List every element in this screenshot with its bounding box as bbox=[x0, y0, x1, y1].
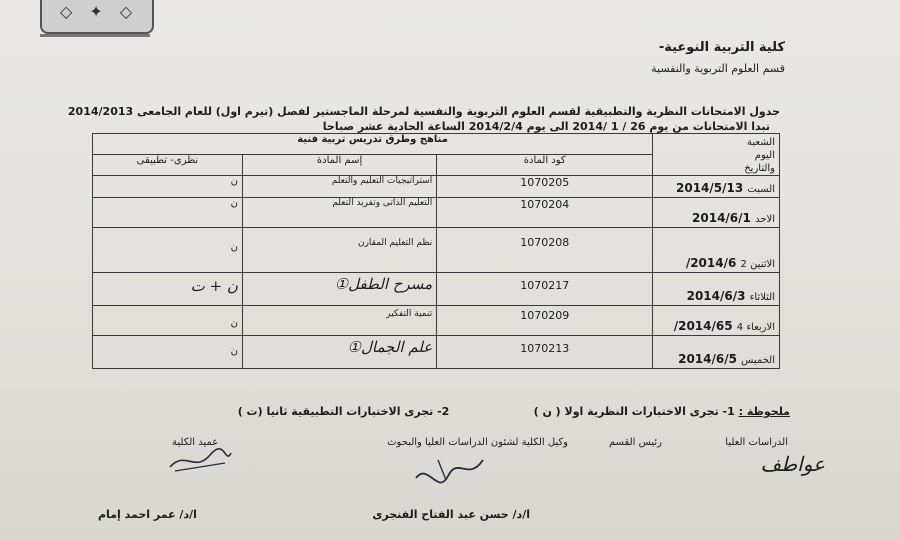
schedule-title: جدول الامتحانات النظرية والتطبيقية لقسم العلوم التربوية والنفسية لمرحلة الماجستير لفصل (تيرم اول) للعام الجامعى 2014/2013 bbox=[67, 105, 780, 118]
signature-label-dean: عميد الكلية bbox=[172, 437, 219, 448]
exam-date: 2014/6/ bbox=[685, 256, 737, 270]
column-header-name: إسم المادة bbox=[242, 155, 436, 176]
exam-type: ن bbox=[93, 198, 243, 228]
day-name: الثلاثاء bbox=[749, 292, 775, 303]
exam-date: 2014/65/ bbox=[673, 319, 733, 333]
exam-schedule-table bbox=[92, 133, 780, 369]
notes-label: ملحوظة : bbox=[738, 405, 790, 418]
table-row bbox=[93, 228, 780, 273]
exam-type-handwritten: ن + ت bbox=[93, 273, 243, 306]
exam-date: 2014/6/1 bbox=[692, 211, 751, 225]
day-name: الخميس bbox=[741, 355, 775, 366]
course-name: التعليم الذاتى وتفريد التعلم bbox=[242, 198, 436, 228]
day-date-cell bbox=[653, 306, 780, 336]
course-code: 1070213 bbox=[437, 336, 653, 369]
course-name-handwritten: مسرح الطفل① bbox=[242, 273, 436, 306]
day-name: الاثنين 2 bbox=[740, 259, 775, 270]
course-code: 1070209 bbox=[437, 306, 653, 336]
exam-date: 2014/5/13 bbox=[676, 181, 744, 195]
header-date-label: والتاريخ bbox=[744, 163, 775, 174]
header-day-label: اليوم bbox=[754, 150, 775, 161]
logo-emblem-icon: ◇ ✦ ◇ bbox=[60, 2, 139, 21]
program-title: مناهج وطرق تدريس تربية فنية bbox=[93, 134, 653, 155]
table-row bbox=[93, 306, 780, 336]
day-date-cell bbox=[653, 228, 780, 273]
exam-type: ن bbox=[93, 228, 243, 273]
college-name: كلية التربية النوعية- bbox=[658, 40, 785, 55]
column-header-type: نظرى- تطبيقى bbox=[93, 155, 243, 176]
course-code: 1070204 bbox=[437, 198, 653, 228]
day-name: الاحد bbox=[755, 214, 775, 225]
course-name-handwritten: علم الجمال① bbox=[242, 336, 436, 369]
logo-underline bbox=[40, 34, 150, 37]
course-name: نظم التعليم المقارن bbox=[242, 228, 436, 273]
table-row bbox=[93, 176, 780, 198]
day-date-cell bbox=[653, 336, 780, 369]
exam-date: 2014/6/5 bbox=[678, 352, 737, 366]
college-logo bbox=[40, 0, 154, 34]
exam-type: ن bbox=[93, 306, 243, 336]
exam-type: ن bbox=[93, 336, 243, 369]
signature-label-studies: الدراسات العليا bbox=[725, 437, 788, 448]
handwritten-studies-signature: عواطف bbox=[760, 452, 825, 476]
day-date-cell bbox=[653, 273, 780, 306]
exam-date: 2014/6/3 bbox=[686, 289, 746, 303]
signature-label-head: رئيس القسم bbox=[608, 437, 662, 448]
course-name: تنمية التفكير bbox=[242, 306, 436, 336]
note-theoretical-first: 1- تجرى الاختبارات النظرية اولا ( ن ) bbox=[533, 405, 735, 418]
exam-type: ن bbox=[93, 176, 243, 198]
table-row bbox=[93, 198, 780, 228]
department-name: قسم العلوم التربوية والنفسية bbox=[651, 62, 785, 75]
day-name: الاربعاء 4 bbox=[736, 322, 775, 333]
column-header-code: كود المادة bbox=[437, 155, 653, 176]
note-practical-second: 2- تجرى الاختبارات التطبيقية ثانيا (ت ) bbox=[237, 405, 450, 418]
course-name: استراتيجيات التعليم والتعلم bbox=[242, 176, 436, 198]
vice-dean-name: ا/د/ حسن عبد الفتاح الفنجرى bbox=[372, 508, 530, 521]
table-row bbox=[93, 336, 780, 369]
day-name: السبت bbox=[747, 184, 775, 195]
day-date-cell bbox=[653, 198, 780, 228]
schedule-subtitle: تبدا الامتحانات من يوم 26 / 1 /2014 الى يوم 2014/2/4 الساعة الحادية عشر صباحا bbox=[322, 120, 770, 133]
course-code: 1070208 bbox=[437, 228, 653, 273]
dean-name: ا/د/ عمر احمد إمام bbox=[98, 508, 197, 521]
dean-signature-icon bbox=[165, 445, 235, 475]
course-code: 1070217 bbox=[437, 273, 653, 306]
header-section-label: الشعبة bbox=[747, 137, 775, 148]
day-date-cell bbox=[653, 176, 780, 198]
table-row bbox=[93, 273, 780, 306]
header-day-cell bbox=[653, 134, 780, 176]
signature-label-vice-dean: وكيل الكلية لشئون الدراسات العليا والبحوث bbox=[387, 437, 568, 448]
vice-dean-signature-icon bbox=[408, 452, 488, 484]
notes bbox=[238, 405, 790, 418]
course-code: 1070205 bbox=[437, 176, 653, 198]
